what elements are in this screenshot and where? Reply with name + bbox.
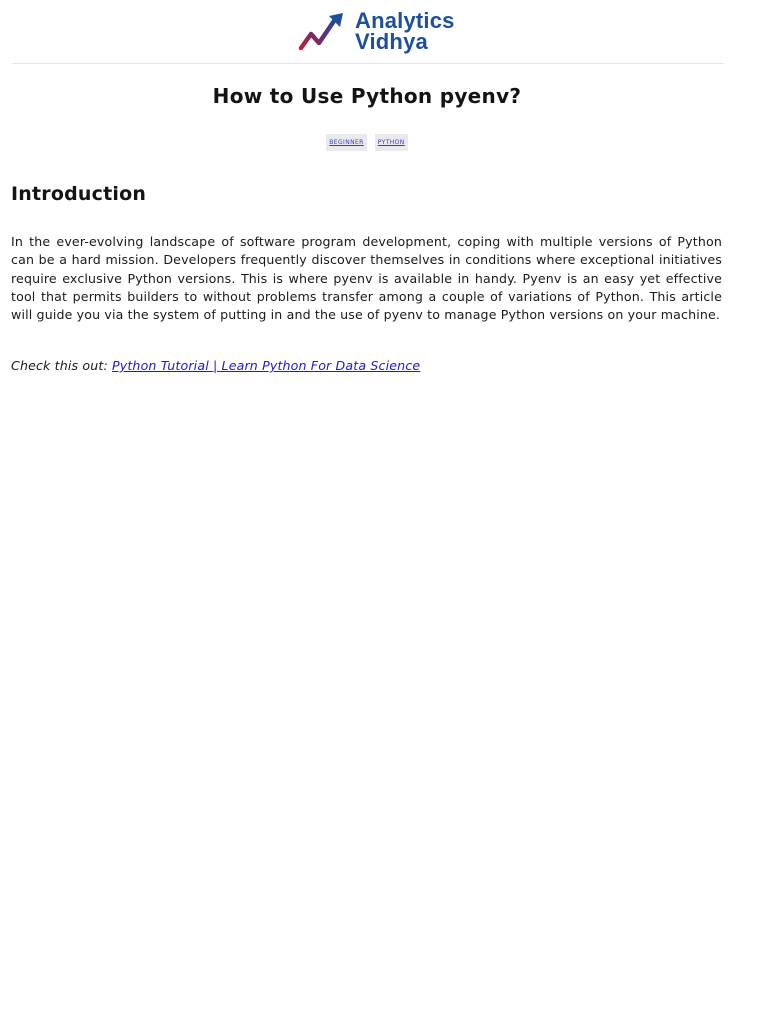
check-this-out-line [11, 357, 420, 375]
check-prefix: Check this out: [11, 358, 112, 373]
tag-list [0, 134, 734, 151]
python-tutorial-link[interactable]: Python Tutorial | Learn Python For Data Science [112, 358, 421, 373]
trend-arrow-icon [298, 12, 350, 54]
intro-paragraph: In the ever-evolving landscape of software program development, coping with multiple versions of Python can be a hard mission. Developers frequently discover themselves in conditions where exceptional initiatives require exclusive Python versions. This is where pyenv is available in handy. Pyenv is an easy yet effective tool that permits builders to without problems transfer among a couple of variations of Python. This article will guide you via the system of putting in and the use of pyenv to manage Python versions on your machine. [11, 234, 722, 323]
section-heading-introduction: Introduction [11, 183, 147, 205]
logo-wordmark [355, 10, 455, 52]
logo-line-1: Analytics [355, 8, 455, 33]
logo-line-2: Vidhya [355, 29, 428, 54]
tag-beginner[interactable]: BEGINNER [326, 134, 366, 151]
tag-python[interactable]: PYTHON [375, 134, 408, 151]
analytics-vidhya-logo[interactable] [298, 10, 468, 56]
page-title: How to Use Python pyenv? [212, 84, 522, 108]
site-header [12, 0, 724, 64]
